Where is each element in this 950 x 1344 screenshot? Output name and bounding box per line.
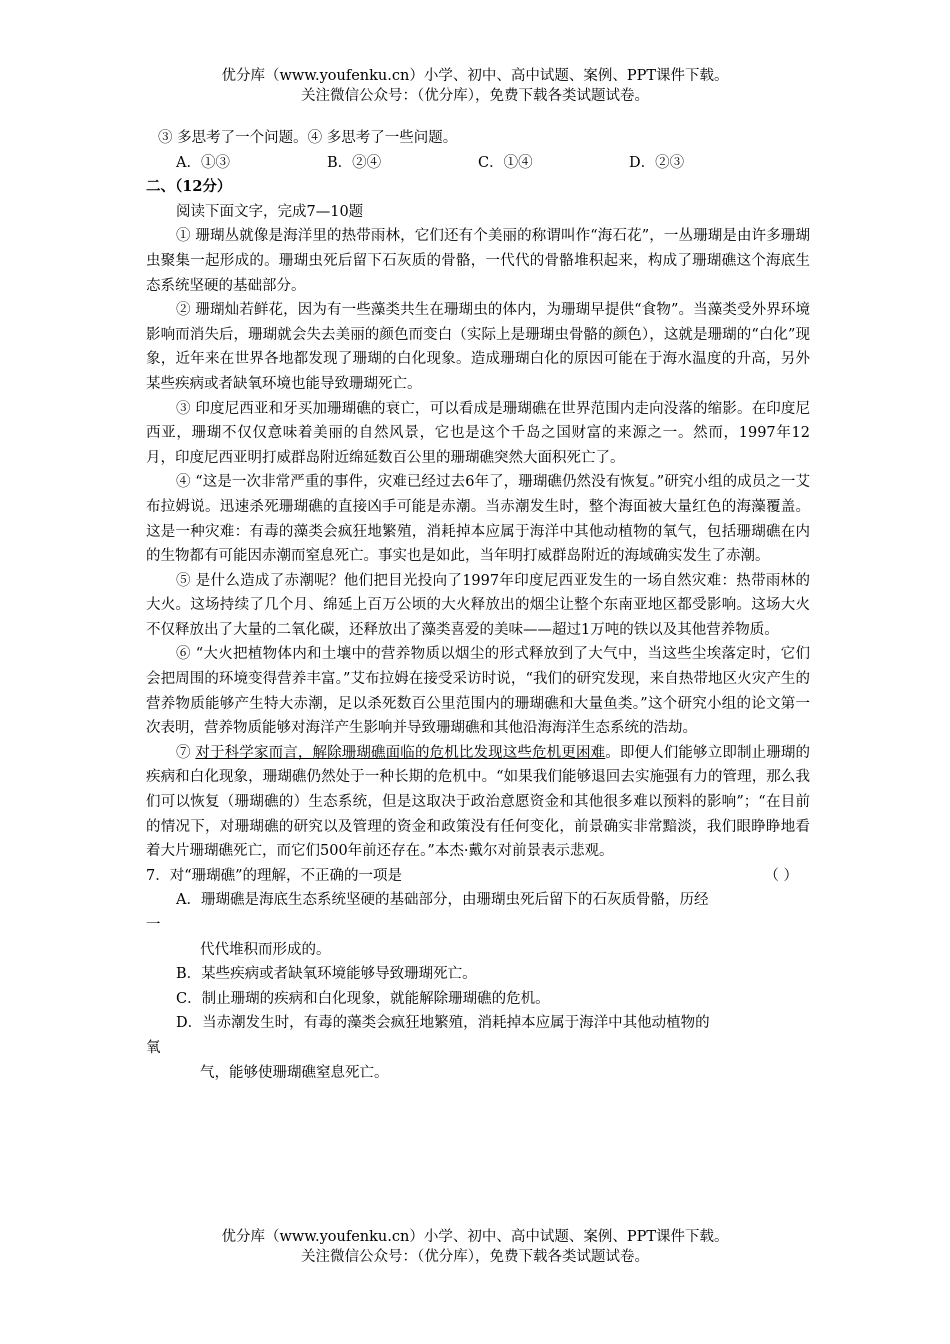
section-instruction: 阅读下面文字，完成7—10题	[176, 203, 364, 220]
q7-option-b: B．某些疾病或者缺氧环境能够导致珊瑚死亡。	[176, 966, 477, 983]
paragraph-2: ② 珊瑚灿若鲜花，因为有一些藻类共生在珊瑚虫的体内，为珊瑚早提供“食物”。当藻类受外界环境影响而消失后，珊瑚就会失去美丽的颜色而变白（实际上是珊瑚虫骨骼的颜色），这就是珊瑚的“白化”现象，近年来在世界各地都发现了珊瑚的白化现象。造成珊瑚白化的原因可能在于海水温度的升高，另外某些疾病或者缺氧环境也能导致珊瑚死亡。	[146, 302, 810, 392]
prev-question-line: ③ 多思考了一个问题。④ 多思考了一些问题。	[158, 130, 458, 146]
answer-blank: （ ）	[764, 867, 798, 884]
paragraph-6: ⑥ “大火把植物体内和土壤中的营养物质以烟尘的形式释放到了大气中，当这些尘埃落定时，它们会把周围的环境变得营养丰富。”艾布拉姆在接受采访时说，“我们的研究发现，来自热带地区火灾产生的营养物质能够产生特大赤潮，足以杀死数百公里范围内的珊瑚礁和大量鱼类。”这个研究小组的论文第一次表明，营养物质能够对海洋产生影响并导致珊瑚礁和其他沿海海洋生态系统的浩劫。	[146, 646, 810, 737]
q7-option-a-wrap: 一	[146, 917, 161, 933]
paragraph-7	[146, 741, 810, 864]
page-content	[146, 126, 810, 1085]
paragraph-7-num: ⑦	[176, 744, 196, 761]
paragraph-1: ① 珊瑚丛就像是海洋里的热带雨林，它们还有个美丽的称谓叫作“海石花”，一丛珊瑚是由许多珊瑚虫聚集一起形成的。珊瑚虫死后留下石灰质的骨骼，一代代的骨骼堆积起来，构成了珊瑚礁这个海底生态系统坚硬的基础部分。	[146, 228, 810, 294]
q7-option-a-cont: 代代堆积而形成的。	[200, 941, 331, 958]
page-header	[0, 66, 950, 106]
prev-question-options	[146, 151, 810, 176]
q7-option-d-cont: 气，能够使珊瑚礁窒息死亡。	[200, 1064, 389, 1081]
paragraph-7-rest: 。即便人们能够立即制止珊瑚的疾病和白化现象，珊瑚礁仍然处于一种长期的危机中。“如果我们能够退回去实施强有力的管理，那么我们可以恢复（珊瑚礁的）生态系统，但是这取决于政治意愿资金和其他很多难以预料的影响”；“在目前的情况下，对珊瑚礁的研究以及管理的资金和政策没有任何变化，前景确实非常黯淡，我们眼睁睁地看着大片珊瑚礁死亡，而它们500年前还存在。”本杰·戴尔对前景表示悲观。	[146, 744, 811, 860]
option-c: C．①④	[478, 154, 533, 171]
option-a: A．①③	[176, 154, 230, 171]
footer-line-2: 关注微信公众号：（优分库），免费下载各类试题试卷。	[301, 1249, 649, 1265]
question-7-stem	[146, 864, 810, 889]
question-7-text: 7．对“珊瑚礁”的理解，不正确的一项是	[146, 867, 403, 884]
underlined-sentence: 对于科学家而言，解除珊瑚礁面临的危机比发现这些危机更困难	[195, 744, 606, 761]
header-line-1: 优分库（www.youfenku.cn）小学、初中、高中试题、案例、PPT课件下载。	[221, 68, 729, 84]
option-d: D．②③	[629, 154, 685, 171]
footer-line-1: 优分库（www.youfenku.cn）小学、初中、高中试题、案例、PPT课件下载。	[221, 1229, 729, 1245]
q7-option-d-wrap: 氧	[146, 1039, 161, 1056]
paragraph-3: ③ 印度尼西亚和牙买加珊瑚礁的衰亡，可以看成是珊瑚礁在世界范围内走向没落的缩影。在印度尼西亚，珊瑚不仅仅意味着美丽的自然风景，它也是这个千岛之国财富的来源之一。然而，1997年12月，印度尼西亚明打威群岛附近绵延数百公里的珊瑚礁突然大面积死亡了。	[146, 400, 810, 466]
page-footer	[0, 1227, 950, 1267]
q7-option-d: D．当赤潮发生时，有毒的藻类会疯狂地繁殖，消耗掉本应属于海洋中其他动植物的	[176, 1015, 710, 1032]
q7-option-a: A．珊瑚礁是海底生态系统坚硬的基础部分，由珊瑚虫死后留下的石灰质骨骼，历经	[176, 892, 709, 909]
header-line-2: 关注微信公众号：（优分库），免费下载各类试题试卷。	[301, 88, 649, 104]
paragraph-4: ④ “这是一次非常严重的事件，灾难已经过去6年了，珊瑚礁仍然没有恢复。”研究小组的成员之一艾布拉姆说。迅速杀死珊瑚礁的直接凶手可能是赤潮。当赤潮发生时，整个海面被大量红色的海藻覆盖。这是一种灾难：有毒的藻类会疯狂地繁殖，消耗掉本应属于海洋中其他动植物的氧气，包括珊瑚礁在内的生物都有可能因赤潮而窒息死亡。事实也是如此，当年明打威群岛附近的海域确实发生了赤潮。	[146, 474, 810, 565]
q7-option-c: C．制止珊瑚的疾病和白化现象，就能解除珊瑚礁的危机。	[176, 990, 550, 1007]
option-b: B．②④	[327, 154, 382, 171]
paragraph-5: ⑤ 是什么造成了赤潮呢？他们把目光投向了1997年印度尼西亚发生的一场自然灾难：热带雨林的大火。这场持续了几个月、绵延上百万公顷的大火释放出的烟尘让整个东南亚地区都受影响。这场大火不仅释放出了大量的二氧化碳，还释放出了藻类喜爱的美味——超过1万吨的铁以及其他营养物质。	[146, 572, 810, 638]
section-title: 二、（12分）	[146, 178, 232, 196]
